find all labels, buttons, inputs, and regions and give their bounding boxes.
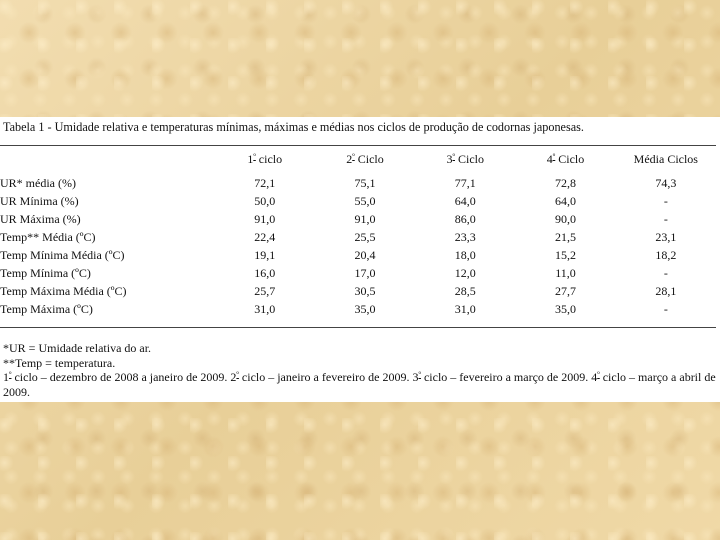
cell-value: 64,0: [555, 194, 577, 208]
cell-value: 28,5: [454, 284, 476, 298]
table-row: [0, 264, 716, 282]
cell-value: 22,4: [254, 230, 276, 244]
header-average: Média Ciclos: [633, 152, 698, 166]
cell-value: 25,5: [354, 230, 376, 244]
table-row: [0, 282, 716, 300]
header-cycle-1: $1^º$ ciclo: [247, 152, 283, 166]
cell-value: 64,0: [454, 194, 476, 208]
cell-value: 23,3: [454, 230, 476, 244]
cell-value: 12,0: [454, 266, 476, 280]
cell-value: 15,2: [555, 248, 577, 262]
cell-value: 50,0: [254, 194, 276, 208]
cell-value: 72,1: [254, 176, 276, 190]
table-row: [0, 246, 716, 264]
table-row: [0, 192, 716, 210]
row-label: Temp Máxima Média (ºC): [0, 284, 127, 298]
table-caption: Tabela 1 - Umidade relativa e temperaturas mínimas, máximas e médias nos ciclos de produção de codornas japonesas.: [3, 120, 584, 134]
cell-value: 18,0: [454, 248, 476, 262]
cell-value: 31,0: [254, 302, 276, 316]
cell-value: 74,3: [655, 176, 677, 190]
cell-value: 11,0: [555, 266, 576, 280]
cell-value: 21,5: [555, 230, 577, 244]
cell-value: 90,0: [555, 212, 577, 226]
cell-value: 28,1: [655, 284, 677, 298]
cell-value: 91,0: [254, 212, 276, 226]
cell-value: -: [663, 302, 668, 316]
table-row: [0, 300, 716, 318]
cell-value: 35,0: [555, 302, 577, 316]
row-label: Temp Mínima Média (ºC): [0, 248, 125, 262]
cell-value: -: [663, 212, 668, 226]
cell-value: 91,0: [354, 212, 376, 226]
cell-value: 23,1: [655, 230, 677, 244]
table-row: [0, 228, 716, 246]
bottom-rule: [0, 327, 716, 328]
cell-value: 25,7: [254, 284, 276, 298]
cell-value: 30,5: [354, 284, 376, 298]
cell-value: 35,0: [354, 302, 376, 316]
cell-value: 77,1: [454, 176, 476, 190]
header-cycle-2: $2^º$ Ciclo: [346, 152, 384, 166]
cell-value: 16,0: [254, 266, 276, 280]
cell-value: -: [663, 266, 668, 280]
row-label: UR Máxima (%): [0, 212, 81, 226]
cell-value: -: [663, 194, 668, 208]
cell-value: 27,7: [555, 284, 577, 298]
cell-value: 55,0: [354, 194, 376, 208]
cell-value: 17,0: [354, 266, 376, 280]
table-footnotes: [3, 341, 717, 399]
cell-value: 72,8: [555, 176, 577, 190]
row-label: Temp Mínima (ºC): [0, 266, 91, 280]
data-table: [0, 150, 716, 318]
header-empty: [0, 150, 215, 174]
header-cycle-4: $4^º$ Ciclo: [546, 152, 585, 166]
footnote-ur: *UR = Umidade relativa do ar.: [3, 341, 152, 355]
row-label: Temp Máxima (ºC): [0, 302, 93, 316]
top-rule: [0, 145, 716, 146]
table-row: [0, 174, 716, 192]
cell-value: 20,4: [354, 248, 376, 262]
cell-value: 19,1: [254, 248, 276, 262]
footnote-cycles: $1^º$ ciclo – dezembro de 2008 a janeiro de 2009. $2^º$ ciclo – janeiro a fevereiro de 2009. $3^º$ ciclo – fevereiro a março de 2009. $4^º$ ciclo – março a abril de 2009.: [3, 370, 716, 399]
row-label: Temp** Média (ºC): [0, 230, 96, 244]
cell-value: 75,1: [354, 176, 376, 190]
document-panel: [0, 117, 720, 402]
cell-value: 86,0: [454, 212, 476, 226]
row-label: UR* média (%): [0, 176, 76, 190]
table-row: [0, 210, 716, 228]
footnote-temp: **Temp = temperatura.: [3, 355, 116, 370]
header-row: [0, 150, 716, 174]
row-label: UR Mínima (%): [0, 194, 79, 208]
cell-value: 31,0: [454, 302, 476, 316]
header-cycle-3: $3^º$ Ciclo: [446, 152, 484, 166]
cell-value: 18,2: [655, 248, 677, 262]
